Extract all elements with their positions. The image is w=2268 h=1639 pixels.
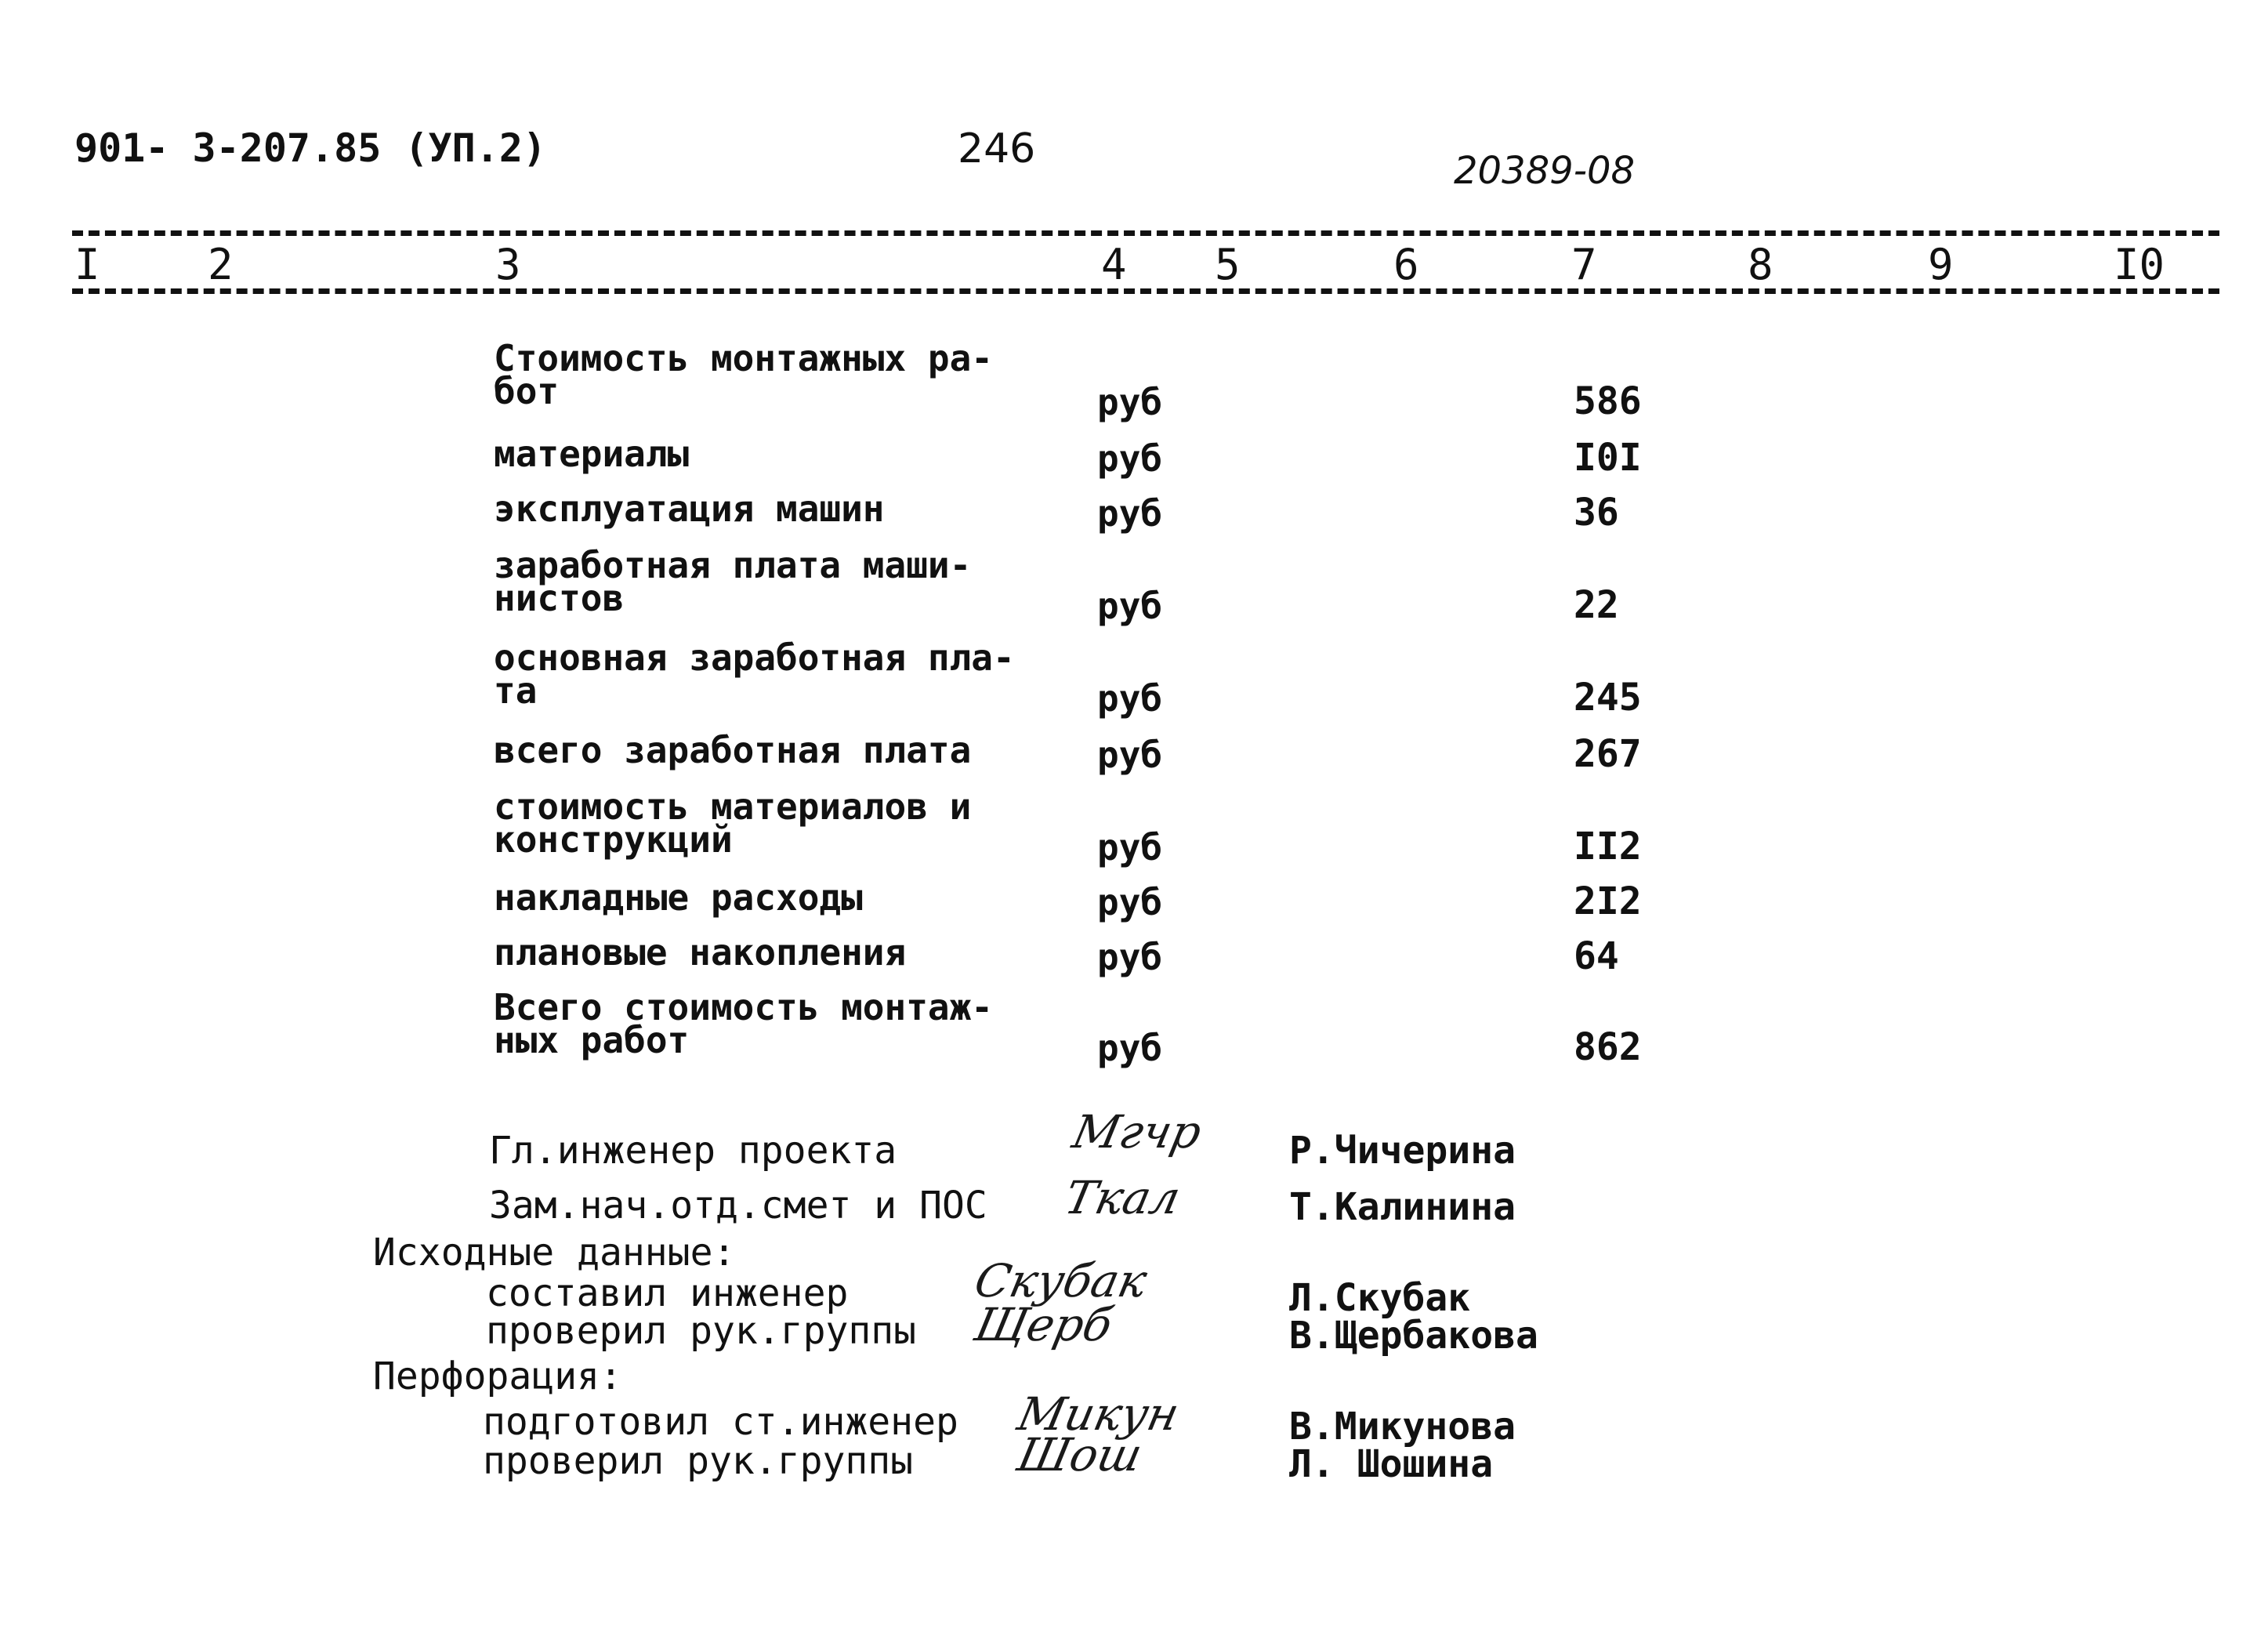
signatory-name: В.Щербакова <box>1289 1314 1538 1358</box>
header-bottom-rule <box>72 288 2219 294</box>
cost-row-value: I0I <box>1574 436 1642 480</box>
cost-row-unit: руб <box>1097 437 1163 480</box>
document-code: 901- 3-207.85 (УП.2) <box>74 125 547 171</box>
column-number-10: I0 <box>2114 240 2165 289</box>
section-heading: Исходные данные: <box>373 1231 736 1275</box>
header-top-rule <box>72 230 2219 236</box>
signature-role: проверил рук.группы <box>483 1439 914 1483</box>
cost-row-label: Всего стоимость монтаж-ных работ <box>494 986 993 1061</box>
signatory-name: Т.Калинина <box>1289 1185 1516 1229</box>
cost-row-label: заработная плата маши-нистов <box>494 544 972 619</box>
cost-row-value: 586 <box>1574 379 1642 423</box>
cost-row-label: основная заработная пла-та <box>494 636 1015 712</box>
cost-row-unit: руб <box>1097 1027 1163 1069</box>
column-number-2: 2 <box>208 240 234 289</box>
signatory-name: В.Микунова <box>1289 1405 1516 1449</box>
handwritten-reference: 20389-08 <box>1454 149 1636 193</box>
handwritten-signature: Мгчр <box>1067 1105 1207 1159</box>
cost-row-value: 22 <box>1574 583 1619 627</box>
signatory-name: Л.Скубак <box>1289 1276 1471 1320</box>
handwritten-signature: Шош <box>1013 1428 1147 1481</box>
signature-role: подготовил ст.инженер <box>483 1400 958 1444</box>
column-number-9: 9 <box>1928 240 1954 289</box>
cost-row-unit: руб <box>1097 734 1163 776</box>
cost-row-label: эксплуатация машин <box>494 488 885 530</box>
cost-row-unit: руб <box>1097 826 1163 868</box>
cost-row-value: 862 <box>1574 1025 1642 1069</box>
cost-row-unit: руб <box>1097 381 1163 423</box>
column-number-3: 3 <box>495 240 521 289</box>
cost-row-value: II2 <box>1574 825 1642 868</box>
cost-row-label: всего заработная плата <box>494 729 972 771</box>
cost-row-label: накладные расходы <box>494 876 863 919</box>
signature-role: Зам.нач.отд.смет и ПОС <box>489 1184 987 1227</box>
handwritten-signature: Щерб <box>969 1298 1118 1351</box>
cost-row-value: 36 <box>1574 491 1619 535</box>
column-number-7: 7 <box>1571 240 1597 289</box>
cost-row-unit: руб <box>1097 936 1163 978</box>
column-number-8: 8 <box>1748 240 1773 289</box>
cost-row-value: 64 <box>1574 934 1619 978</box>
cost-row-label: плановые накопления <box>494 931 907 974</box>
column-number-1: I <box>74 240 100 289</box>
signatory-name: Л. Шошина <box>1289 1442 1494 1486</box>
page-number: 246 <box>958 125 1036 172</box>
cost-row-value: 267 <box>1574 732 1642 776</box>
cost-row-label: материалы <box>494 433 690 475</box>
cost-row-unit: руб <box>1097 677 1163 720</box>
handwritten-signature: Ткал <box>1060 1171 1186 1224</box>
column-number-6: 6 <box>1393 240 1419 289</box>
signature-role: Гл.инженер проекта <box>489 1129 897 1173</box>
cost-row-value: 2I2 <box>1574 879 1642 923</box>
signature-role: проверил рук.группы <box>486 1309 917 1353</box>
cost-row-unit: руб <box>1097 492 1163 535</box>
cost-row-value: 245 <box>1574 676 1642 720</box>
signatory-name: Р.Чичерина <box>1289 1129 1516 1173</box>
signature-role: составил инженер <box>486 1271 849 1315</box>
cost-row-unit: руб <box>1097 585 1163 627</box>
column-number-5: 5 <box>1215 240 1241 289</box>
handwritten-signature: Скубак <box>969 1254 1152 1307</box>
cost-row-unit: руб <box>1097 881 1163 923</box>
section-heading: Перфорация: <box>373 1354 622 1398</box>
handwritten-signature: Микун <box>1013 1387 1184 1441</box>
cost-row-label: Стоимость монтажных ра-бот <box>494 337 993 412</box>
column-number-4: 4 <box>1101 240 1127 289</box>
cost-row-label: стоимость материалов и конструкций <box>494 785 972 861</box>
